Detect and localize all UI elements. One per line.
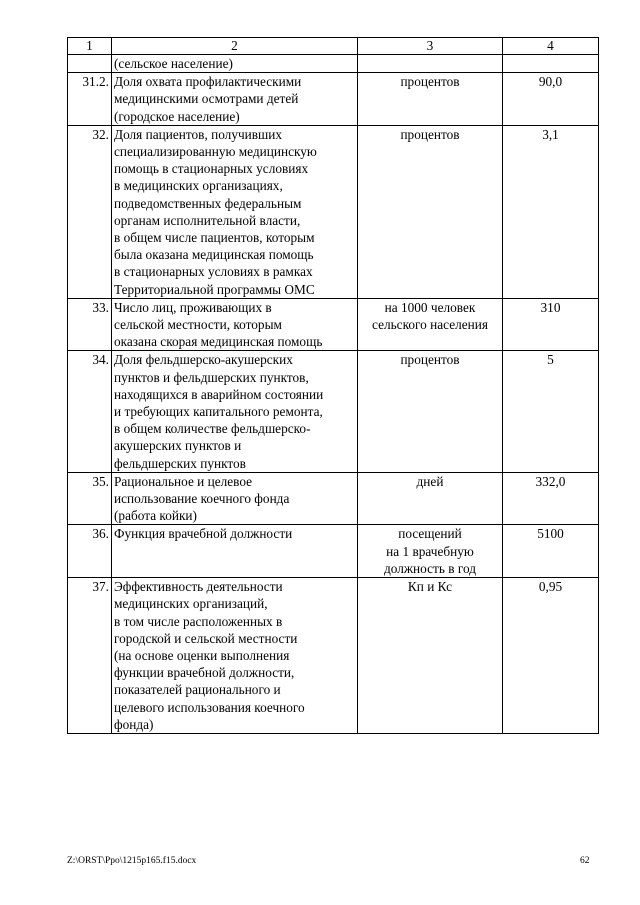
- header-cell-1: 1: [68, 38, 112, 55]
- header-cell-4: 4: [503, 38, 599, 55]
- table-row: [68, 55, 599, 73]
- value-cell: [503, 55, 599, 73]
- table-row: [68, 73, 599, 126]
- table-row: [68, 525, 599, 578]
- value-cell: 5: [503, 351, 599, 472]
- value-cell: 3,1: [503, 125, 599, 298]
- unit-cell: Кп и Кс: [358, 578, 503, 734]
- table-row: [68, 298, 599, 351]
- indicators-table: [67, 37, 599, 734]
- unit-cell: дней: [358, 472, 503, 525]
- value-cell: 310: [503, 298, 599, 351]
- table-row: [68, 578, 599, 734]
- row-number-cell: 37.: [68, 578, 112, 734]
- indicator-cell: Доля фельдшерско-акушерских пунктов и фельдшерских пунктов, находящихся в аварийном состоянии и требующих капитального ремонта, в общем количестве фельдшерско- акушерских пунктов и фельдшерских пунктов: [112, 351, 358, 472]
- unit-cell: процентов: [358, 351, 503, 472]
- unit-cell: посещений на 1 врачебную должность в год: [358, 525, 503, 578]
- document-page: [67, 37, 598, 734]
- indicator-cell: Доля пациентов, получивших специализированную медицинскую помощь в стационарных условиях в медицинских организациях, подведомственных федеральным органам исполнительной власти, в общем числе пациентов, которым была оказана медицинская помощь в стационарных условиях в рамках Территориальной программы ОМС: [112, 125, 358, 298]
- row-number-cell: 35.: [68, 472, 112, 525]
- table-row: [68, 472, 599, 525]
- unit-cell: на 1000 человек сельского населения: [358, 298, 503, 351]
- indicator-cell: (сельское население): [112, 55, 358, 73]
- footer-page-number: 62: [580, 856, 590, 866]
- indicator-cell: Рациональное и целевое использование коечного фонда (работа койки): [112, 472, 358, 525]
- table-row: [68, 351, 599, 472]
- header-cell-2: 2: [112, 38, 358, 55]
- row-number-cell: 31.2.: [68, 73, 112, 126]
- row-number-cell: 36.: [68, 525, 112, 578]
- header-cell-3: 3: [358, 38, 503, 55]
- table-header-row: [68, 38, 599, 55]
- row-number-cell: 33.: [68, 298, 112, 351]
- indicator-cell: Доля охвата профилактическими медицинскими осмотрами детей (городское население): [112, 73, 358, 126]
- footer-file-path: Z:\ORST\Ppo\1215p165.f15.docx: [67, 856, 197, 866]
- unit-cell: процентов: [358, 125, 503, 298]
- unit-cell: [358, 55, 503, 73]
- indicator-cell: Эффективность деятельности медицинских организаций, в том числе расположенных в городской и сельской местности (на основе оценки выполнения функции врачебной должности, показателей рационального и целевого использования коечного фонда): [112, 578, 358, 734]
- row-number-cell: 34.: [68, 351, 112, 472]
- unit-cell: процентов: [358, 73, 503, 126]
- value-cell: 332,0: [503, 472, 599, 525]
- value-cell: 0,95: [503, 578, 599, 734]
- table-row: [68, 125, 599, 298]
- row-number-cell: [68, 55, 112, 73]
- indicator-cell: Число лиц, проживающих в сельской местности, которым оказана скорая медицинская помощь: [112, 298, 358, 351]
- value-cell: 90,0: [503, 73, 599, 126]
- indicator-cell: Функция врачебной должности: [112, 525, 358, 578]
- row-number-cell: 32.: [68, 125, 112, 298]
- value-cell: 5100: [503, 525, 599, 578]
